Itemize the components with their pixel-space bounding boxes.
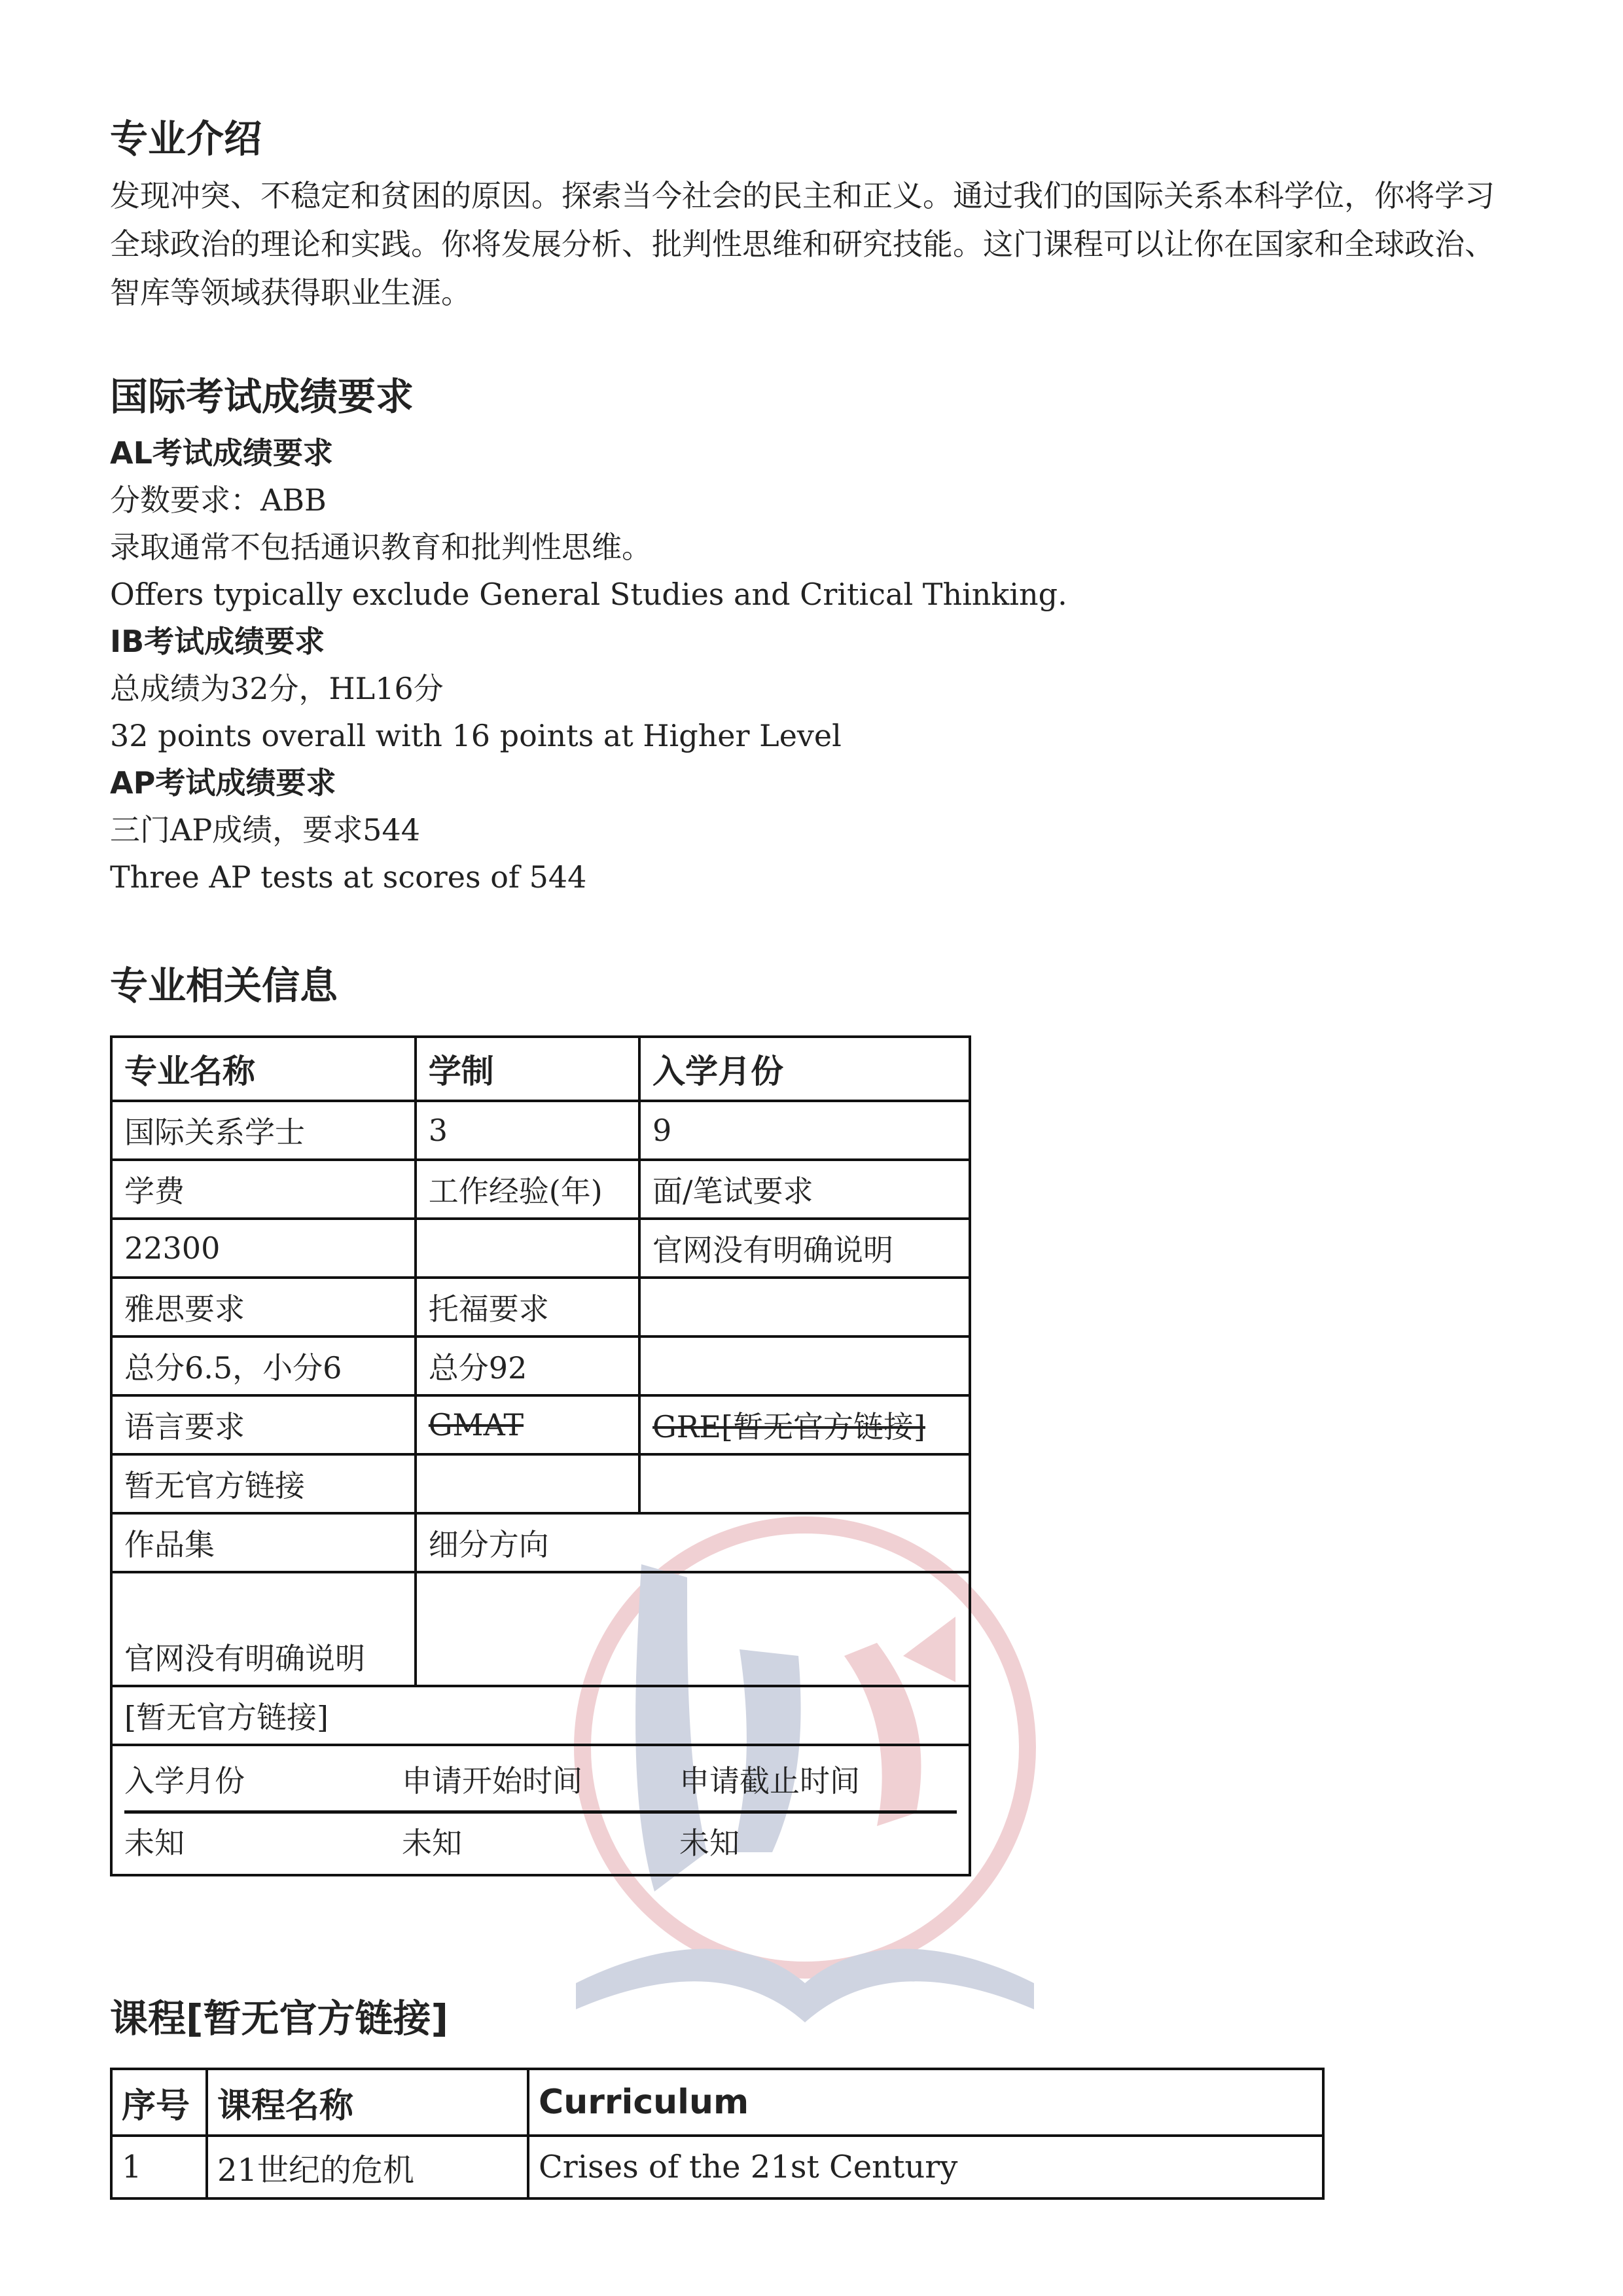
al-line-3: Offers typically exclude General Studies and Critical Thinking. xyxy=(110,577,1067,612)
ib-line-1: 总成绩为32分，HL16分 xyxy=(110,671,444,706)
program-info-table xyxy=(110,1035,971,1876)
exam-heading: 国际考试成绩要求 xyxy=(110,374,414,419)
portfolio-value: 官网没有明确说明 xyxy=(111,1572,416,1686)
tuition-value: 22300 xyxy=(111,1219,416,1278)
table-row xyxy=(111,1219,970,1278)
course-name: 21世纪的危机 xyxy=(207,2136,528,2198)
ielts-label: 雅思要求 xyxy=(111,1278,416,1336)
toefl-value: 总分92 xyxy=(416,1336,639,1395)
course-table xyxy=(110,2068,1325,2200)
table-row xyxy=(111,1336,970,1395)
ap-line-2: Three AP tests at scores of 544 xyxy=(110,859,587,895)
specialization-value xyxy=(416,1572,970,1686)
intro-text: 发现冲突、不稳定和贫困的原因。探索当今社会的民主和正义。通过我们的国际关系本科学位，你将学习全球政治的理论和实践。你将发展分析、批判性思维和研究技能。这门课程可以让你在国家和全球政治、智库等领域获得职业生涯。 xyxy=(110,178,1495,310)
gmat-value xyxy=(416,1454,639,1513)
interview-label: 面/笔试要求 xyxy=(639,1160,970,1219)
deadline-col-end: 申请截止时间 xyxy=(679,1763,860,1799)
course-number: 1 xyxy=(111,2136,207,2198)
work-experience-value xyxy=(416,1219,639,1278)
deadline-start-value: 未知 xyxy=(402,1825,462,1861)
al-line-1: 分数要求：ABB xyxy=(110,482,327,518)
intro-heading: 专业介绍 xyxy=(110,117,262,161)
duration: 3 xyxy=(416,1101,639,1160)
program-name: 国际关系学士 xyxy=(111,1101,416,1160)
col-program-name: 专业名称 xyxy=(111,1037,416,1101)
portfolio-label: 作品集 xyxy=(111,1513,416,1572)
course-heading: 课程[暂无官方链接] xyxy=(110,1996,449,2041)
ib-title: IB考试成绩要求 xyxy=(110,624,325,659)
al-title: AL考试成绩要求 xyxy=(110,435,333,471)
table-row xyxy=(111,1101,970,1160)
empty-cell xyxy=(639,1336,970,1395)
ap-title: AP考试成绩要求 xyxy=(110,765,336,800)
specialization-label: 细分方向 xyxy=(416,1513,970,1572)
toefl-label: 托福要求 xyxy=(416,1278,639,1336)
interview-value: 官网没有明确说明 xyxy=(639,1219,970,1278)
deadline-values xyxy=(124,1814,957,1869)
deadline-cell xyxy=(111,1745,970,1875)
table-row xyxy=(111,2136,1323,2198)
tuition-label: 学费 xyxy=(111,1160,416,1219)
table-row xyxy=(111,1513,970,1572)
ap-line-1: 三门AP成绩，要求544 xyxy=(110,812,420,848)
ib-line-2: 32 points overall with 16 points at Higher Level xyxy=(110,718,842,753)
table-row xyxy=(111,1686,970,1745)
deadline-col-start: 申请开始时间 xyxy=(402,1763,582,1799)
deadline-intake-value: 未知 xyxy=(124,1825,185,1861)
language-req-value: 暂无官方链接 xyxy=(111,1454,416,1513)
col-duration: 学制 xyxy=(416,1037,639,1101)
ielts-value: 总分6.5，小分6 xyxy=(111,1336,416,1395)
info-heading: 专业相关信息 xyxy=(110,963,338,1008)
table-row xyxy=(111,1037,970,1101)
table-row xyxy=(111,2069,1323,2136)
empty-cell xyxy=(639,1278,970,1336)
table-row xyxy=(111,1745,970,1875)
deadline-header xyxy=(124,1751,957,1814)
gre-value xyxy=(639,1454,970,1513)
col-intake-month: 入学月份 xyxy=(639,1037,970,1101)
official-link-note: [暂无官方链接] xyxy=(111,1686,970,1745)
col-course-name: 课程名称 xyxy=(207,2069,528,2136)
table-row xyxy=(111,1454,970,1513)
table-row xyxy=(111,1572,970,1686)
intake-month: 9 xyxy=(639,1101,970,1160)
language-req-label: 语言要求 xyxy=(111,1395,416,1454)
deadline-col-intake: 入学月份 xyxy=(124,1763,245,1799)
deadline-end-value: 未知 xyxy=(679,1825,740,1861)
al-line-2: 录取通常不包括通识教育和批判性思维。 xyxy=(110,529,652,565)
gmat-label: GMAT xyxy=(416,1395,639,1454)
table-row xyxy=(111,1278,970,1336)
table-row xyxy=(111,1395,970,1454)
table-row xyxy=(111,1160,970,1219)
col-number: 序号 xyxy=(111,2069,207,2136)
work-experience-label: 工作经验(年) xyxy=(416,1160,639,1219)
gre-label: GRE[暂无官方链接] xyxy=(639,1395,970,1454)
course-curriculum: Crises of the 21st Century xyxy=(528,2136,1323,2198)
col-curriculum: Curriculum xyxy=(528,2069,1323,2136)
